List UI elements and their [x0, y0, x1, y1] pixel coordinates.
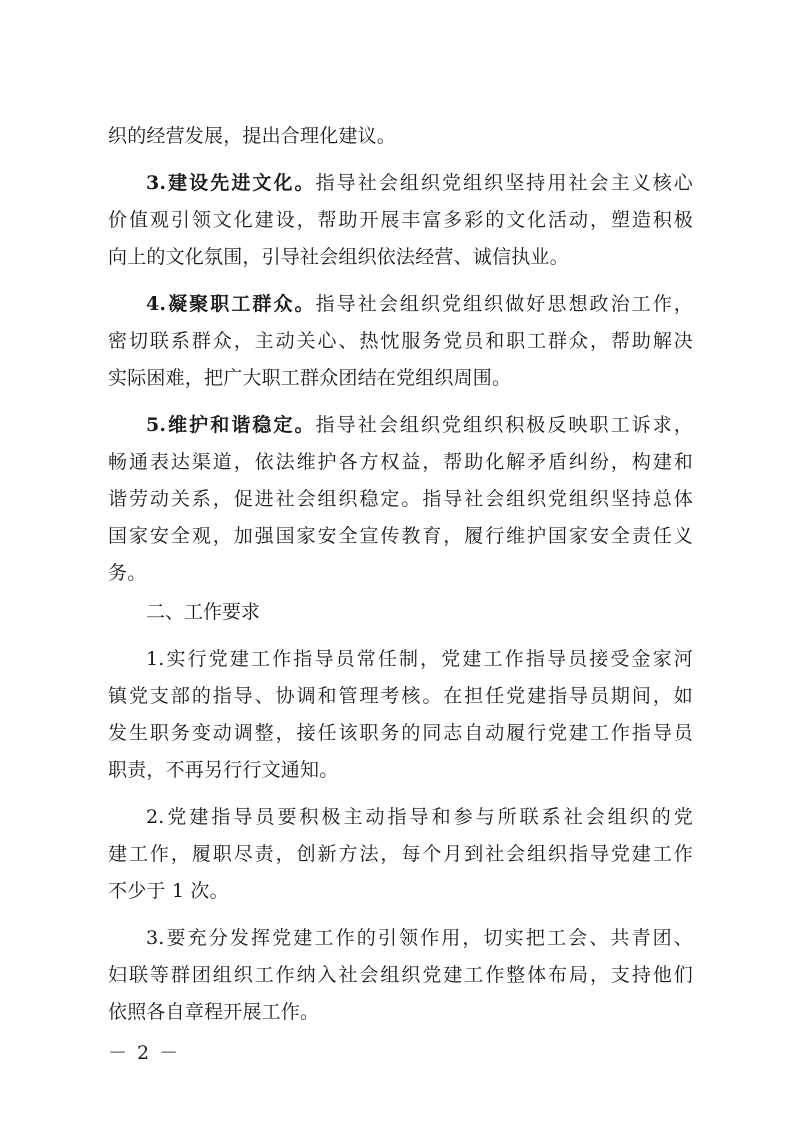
paragraph-line: 2.党建指导员要积极主动指导和参与所联系社会组织的党 [146, 806, 693, 828]
paragraph-stability [108, 407, 693, 592]
section-heading: 二、工作要求 [146, 601, 261, 623]
paragraph-culture [108, 165, 693, 276]
paragraph-line: 谐劳动关系，促进社会组织稳定。指导社会组织党组织坚持总体 [108, 488, 693, 510]
paragraph-line: 发生职务变动调整，接任该职务的同志自动履行党建工作指导员 [108, 722, 693, 744]
continuation-text: 织的经营发展，提出合理化建议。 [108, 125, 397, 147]
paragraph-line: 密切联系群众，主动关心、热忱服务党员和职工群众，帮助解决 [108, 330, 693, 352]
document-page [108, 118, 693, 1031]
paragraph-unite-workers [108, 286, 693, 397]
paragraph-requirement-2 [108, 799, 693, 910]
paragraph-requirement-3 [108, 920, 693, 1031]
paragraph-line: 依照各自章程开展工作。 [108, 1001, 320, 1023]
paragraph-line: 职责，不再另行行文通知。 [108, 759, 339, 781]
paragraph-text: 指导社会组织党组织积极反映职工诉求， [315, 414, 693, 436]
paragraph-title: 4.凝聚职工群众。 [146, 293, 316, 315]
paragraph-line: 畅通表达渠道，依法维护各方权益，帮助化解矛盾纠纷，构建和 [108, 451, 693, 473]
paragraph-continuation [108, 118, 693, 155]
paragraph-line: 1.实行党建工作指导员常任制，党建工作指导员接受金家河 [146, 648, 693, 670]
paragraph-line: 镇党支部的指导、协调和管理考核。在担任党建指导员期间，如 [108, 685, 693, 707]
paragraph-line: 不少于 1 次。 [108, 880, 229, 902]
paragraph-requirement-1 [108, 641, 693, 789]
page-number: － 2 － [108, 1042, 181, 1064]
paragraph-title: 5.维护和谐稳定。 [146, 414, 316, 436]
paragraph-line: 价值观引领文化建设，帮助开展丰富多彩的文化活动，塑造积极 [108, 209, 693, 231]
paragraph-line: 建工作，履职尽责，创新方法，每个月到社会组织指导党建工作 [108, 843, 693, 865]
paragraph-line: 妇联等群团组织工作纳入社会组织党建工作整体布局，支持他们 [108, 964, 693, 986]
paragraph-line: 务。 [108, 562, 147, 584]
paragraph-text: 指导社会组织党组织坚持用社会主义核心 [315, 172, 693, 194]
paragraph-line: 3.要充分发挥党建工作的引领作用，切实把工会、共青团、 [146, 927, 693, 949]
paragraph-text: 指导社会组织党组织做好思想政治工作， [315, 293, 693, 315]
paragraph-line: 向上的文化氛围，引导社会组织依法经营、诚信执业。 [108, 246, 569, 268]
paragraph-title: 3.建设先进文化。 [146, 172, 316, 194]
paragraph-line: 实际困难，把广大职工群众团结在党组织周围。 [108, 367, 512, 389]
paragraph-line: 国家安全观，加强国家安全宣传教育，履行维护国家安全责任义 [108, 525, 693, 547]
